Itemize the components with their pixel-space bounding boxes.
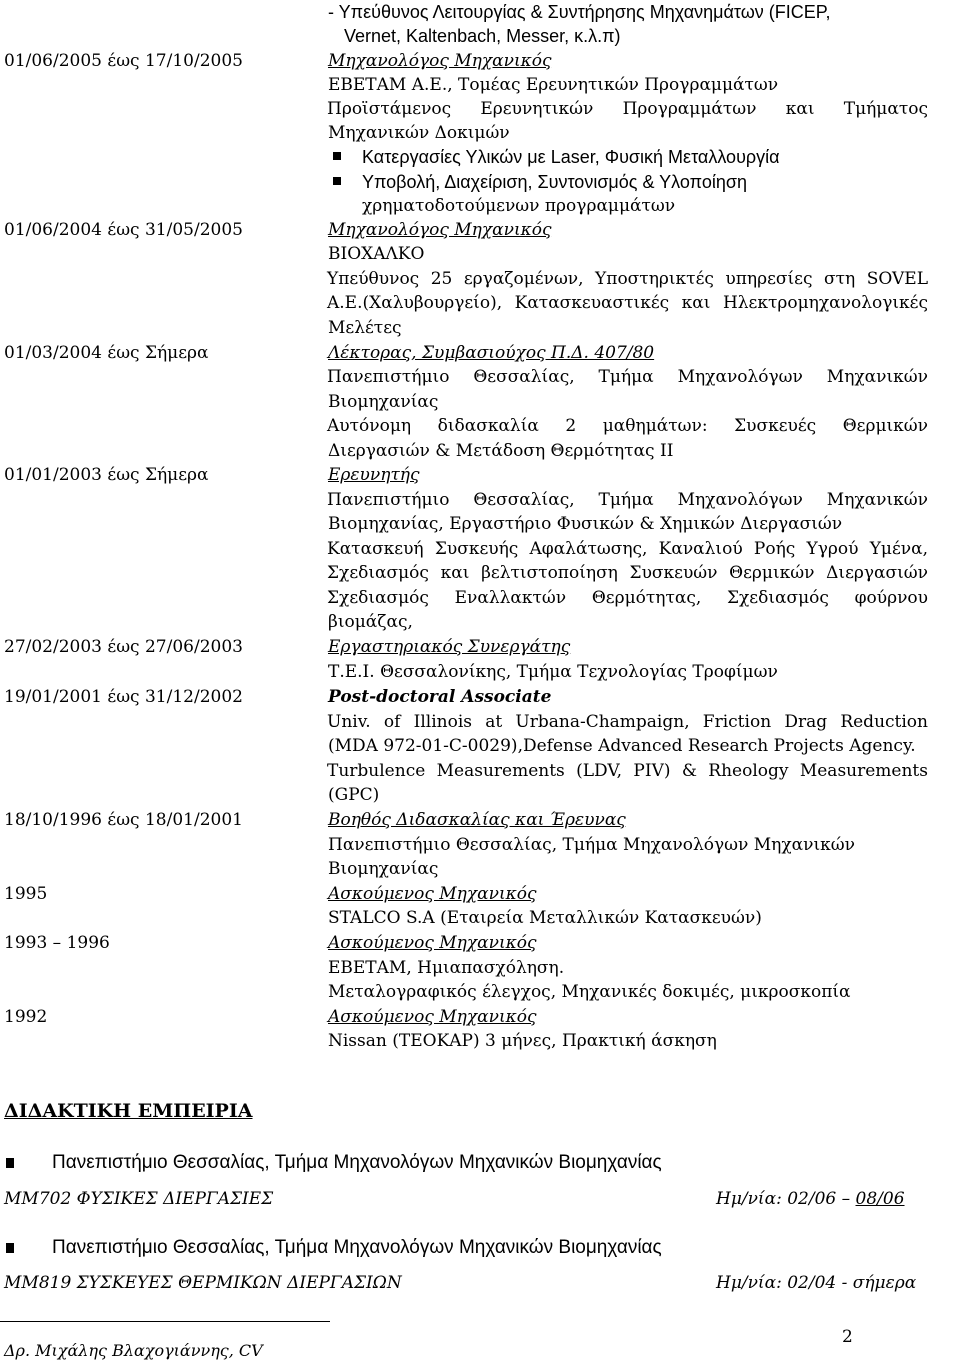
entry-line: Nissan (ΤΕΟΚΑΡ) 3 μήνες, Πρακτική άσκηση <box>328 1031 717 1051</box>
bullet-icon <box>6 1243 14 1253</box>
entry-line: Διεργασιών & Μετάδοση Θερμότητας ΙΙ <box>328 441 674 461</box>
entry-line: ΒΙΟΧΑΛΚΟ <box>328 244 425 264</box>
entry-title: Εργαστηριακός Συνεργάτης <box>328 637 571 657</box>
entry-line: STALCO S.A (Εταιρεία Μεταλλικών Κατασκευών) <box>328 908 762 928</box>
entry-title: Ασκούμενος Μηχανικός <box>328 1007 537 1027</box>
entry-date: 19/01/2001 έως 31/12/2002 <box>4 687 243 707</box>
entry-date: 18/10/1996 έως 18/01/2001 <box>4 810 243 830</box>
course-name: ΜΜ819 ΣΥΣΚΕΥΕΣ ΘΕΡΜΙΚΩΝ ΔΙΕΡΓΑΣΙΩΝ <box>4 1273 402 1293</box>
entry-date: 1993 – 1996 <box>4 933 110 953</box>
entry-line: Turbulence Measurements (LDV, PIV) & Rheology Measurements <box>327 761 928 781</box>
entry-line: Υπεύθυνος 25 εργαζομένων, Υποστηρικτές υπηρεσίες στη SOVEL <box>327 269 928 289</box>
entry-title: Post-doctoral Associate <box>328 687 552 707</box>
entry-line: (GPC) <box>328 785 380 805</box>
entry-line: Πανεπιστήμιο Θεσσαλίας, Τμήμα Μηχανολόγων Μηχανικών <box>327 367 928 387</box>
entry-line: Κατασκευή Συσκευής Αφαλάτωσης, Καναλιού Ροής Υγρού Υμένα, <box>327 539 928 559</box>
entry-bullet-text: Υποβολή, Διαχείριση, Συντονισμός & Υλοποίηση <box>362 172 747 192</box>
entry-date: 01/06/2005 έως 17/10/2005 <box>4 51 243 71</box>
entry-date: 1992 <box>4 1007 48 1027</box>
teaching-institution: Πανεπιστήμιο Θεσσαλίας, Τμήμα Μηχανολόγων Μηχανικών Βιομηχανίας <box>52 1152 662 1173</box>
entry-date: 01/03/2004 έως Σήμερα <box>4 343 209 363</box>
prior-duty-line-2: Vernet, Kaltenbach, Messer, κ.λ.π) <box>344 26 621 46</box>
entry-line: Βιομηχανίας, Εργαστήριο Φυσικών & Χημικών Διεργασιών <box>328 514 843 534</box>
entry-line: Μεταλογραφικός έλεγχος, Μηχανικές δοκιμές, μικροσκοπία <box>328 982 851 1002</box>
course-dates-end: 08/06 <box>855 1189 905 1209</box>
entry-line: Univ. of Illinois at Urbana-Champaign, Friction Drag Reduction <box>327 712 928 732</box>
entry-line: Πανεπιστήμιο Θεσσαλίας, Τμήμα Μηχανολόγων Μηχανικών <box>327 490 928 510</box>
footer-author: Δρ. Μιχάλης Βλαχογιάννης, CV <box>4 1341 263 1360</box>
bullet-icon <box>333 177 341 185</box>
entry-line: Σχεδιασμός και βελτιστοποίηση Συσκευών Θερμικών Διεργασιών <box>327 563 928 583</box>
teaching-institution: Πανεπιστήμιο Θεσσαλίας, Τμήμα Μηχανολόγων Μηχανικών Βιομηχανίας <box>52 1237 662 1258</box>
entry-title: Μηχανολόγος Μηχανικός <box>328 51 552 71</box>
entry-date: 01/06/2004 έως 31/05/2005 <box>4 220 243 240</box>
prior-duty-line-1: - Υπεύθυνος Λειτουργίας & Συντήρησης Μηχανημάτων (FICEP, <box>328 2 831 22</box>
entry-title: Βοηθός Διδασκαλίας και Έρευνας <box>328 810 626 830</box>
entry-line: Σχεδιασμός Εναλλακτών Θερμότητας, Σχεδιασμός φούρνου <box>327 588 928 608</box>
course-name: ΜΜ702 ΦΥΣΙΚΕΣ ΔΙΕΡΓΑΣΙΕΣ <box>4 1189 274 1209</box>
entry-line: Βιομηχανίας <box>328 392 439 412</box>
entry-line: Προϊστάμενος Ερευνητικών Προγραμμάτων και Τμήματος <box>327 99 928 119</box>
entry-line: Μελέτες <box>328 318 402 338</box>
entry-bullet-text: Κατεργασίες Υλικών με Laser, Φυσική Μεταλλουργία <box>362 147 780 167</box>
entry-line: (MDA 972-01-C-0029),Defense Advanced Research Projects Agency. <box>328 736 916 756</box>
entry-title: Ασκούμενος Μηχανικός <box>328 884 537 904</box>
entry-line: ΕΒΕΤΑΜ Α.Ε., Τομέας Ερευνητικών Προγραμμάτων <box>328 75 779 95</box>
entry-bullet-text: χρηματοδοτούμενων προγραμμάτων <box>362 196 676 216</box>
entry-title: Ασκούμενος Μηχανικός <box>328 933 537 953</box>
course-dates: Ημ/νία: 02/04 - σήμερα <box>716 1273 917 1293</box>
entry-line: ΕΒΕΤΑΜ, Ημιαπασχόληση. <box>328 958 565 978</box>
footer-divider <box>0 1321 330 1322</box>
entry-line: Α.Ε.(Χαλυβουργείο), Κατασκευαστικές και Ηλεκτρομηχανολογικές <box>327 293 928 313</box>
entry-line: Αυτόνομη διδασκαλία 2 μαθημάτων: Συσκευές Θερμικών <box>327 416 928 436</box>
entry-date: 27/02/2003 έως 27/06/2003 <box>4 637 243 657</box>
entry-title: Ερευνητής <box>328 465 420 485</box>
bullet-icon <box>6 1158 14 1168</box>
entry-line: Βιομηχανίας <box>328 859 439 879</box>
entry-date: 01/01/2003 έως Σήμερα <box>4 465 209 485</box>
entry-date: 1995 <box>4 884 48 904</box>
entry-line: Πανεπιστήμιο Θεσσαλίας, Τμήμα Μηχανολόγων Μηχανικών <box>328 835 855 855</box>
entry-line: Μηχανικών Δοκιμών <box>328 123 510 143</box>
entry-title: Λέκτορας, Συμβασιούχος Π.Δ. 407/80 <box>328 343 655 363</box>
page-number: 2 <box>842 1327 853 1347</box>
entry-line: Τ.Ε.Ι. Θεσσαλονίκης, Τμήμα Τεχνολογίας Τροφίμων <box>328 662 778 682</box>
entry-title: Μηχανολόγος Μηχανικός <box>328 220 552 240</box>
course-dates: Ημ/νία: 02/06 – 08/06 <box>716 1189 905 1209</box>
entry-line: βιομάζας, <box>328 612 413 632</box>
section-heading: ΔΙΔΑΚΤΙΚΗ ΕΜΠΕΙΡΙΑ <box>4 1100 253 1122</box>
bullet-icon <box>333 152 341 160</box>
